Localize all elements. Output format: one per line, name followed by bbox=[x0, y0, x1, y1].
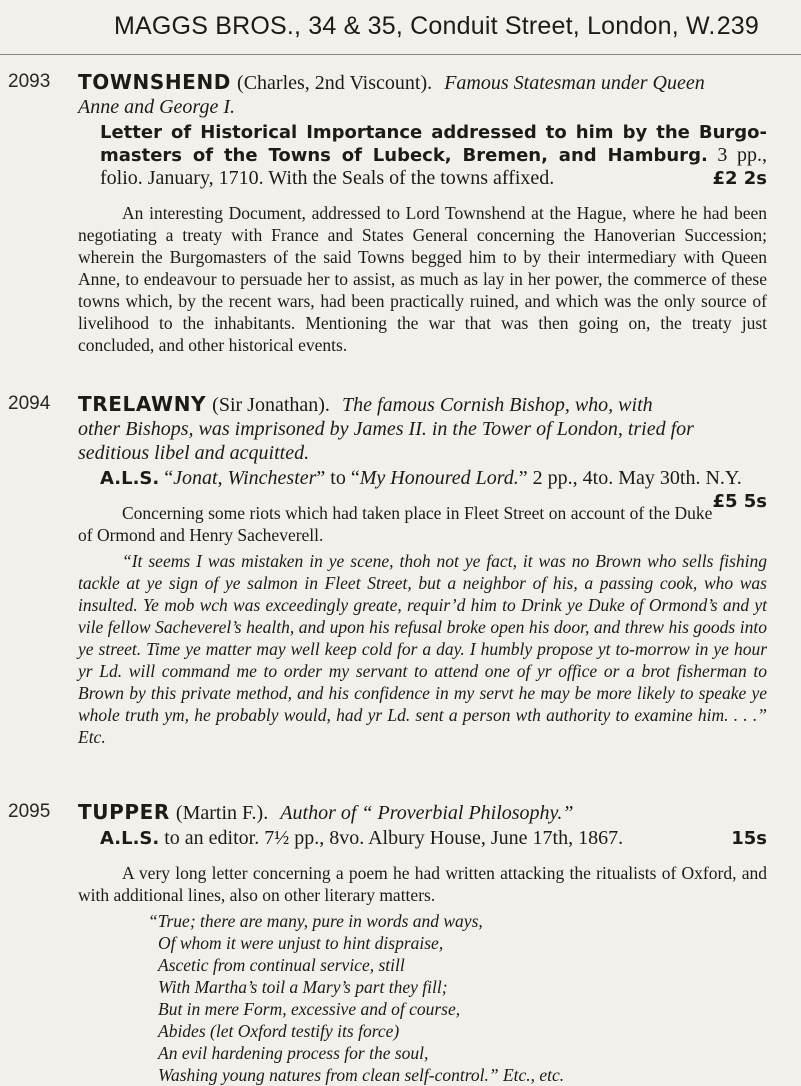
entry-name-detail: (Martin F.). bbox=[175, 802, 269, 824]
item-details-b: ” to “ bbox=[316, 467, 360, 489]
entry-surname: TOWNSHEND bbox=[78, 70, 231, 94]
entry-number: 2093 bbox=[8, 71, 51, 92]
item-details-c: ” 2 pp., 4to. May 30th. N.Y. bbox=[518, 467, 742, 489]
item-type: A.L.S. bbox=[100, 468, 160, 489]
entry-heading bbox=[78, 392, 767, 417]
poem-line: But in mere Form, excessive and of course, bbox=[158, 999, 461, 1019]
entry-number: 2095 bbox=[8, 801, 51, 822]
entry-number: 2094 bbox=[8, 393, 51, 414]
header-rule bbox=[0, 54, 801, 55]
entry-poem bbox=[78, 910, 767, 1086]
running-header bbox=[0, 12, 801, 46]
entry-description bbox=[78, 467, 767, 512]
item-price: £2 2s bbox=[712, 168, 767, 189]
item-type: Letter of Historical Importance addressed to him by the Burgo-masters of the Towns of Lubeck, Bremen, and Hamburg. bbox=[100, 122, 767, 166]
entry-body bbox=[78, 392, 767, 748]
poem-line: “True; there are many, pure in words and ways, bbox=[148, 911, 483, 931]
entry-description bbox=[78, 827, 767, 850]
item-details: to an editor. 7½ pp., 8vo. Albury House, June 17th, 1867. bbox=[159, 827, 624, 849]
entry-surname: TRELAWNY bbox=[78, 392, 207, 416]
entry-heading bbox=[78, 70, 767, 95]
entry-surname: TUPPER bbox=[78, 800, 170, 824]
poem-line: Washing young natures from clean self-control.” Etc., etc. bbox=[158, 1065, 565, 1085]
item-salutation: My Honoured Lord. bbox=[359, 467, 519, 489]
item-details-a: “ bbox=[159, 467, 174, 489]
item-details: 3 pp., folio. January, 1710. With the Seals of the towns affixed. bbox=[100, 144, 767, 189]
entry-note: An interesting Document, addressed to Lord Townshend at the Hague, where he had been negotiating a treaty with France and States General concerning the Hanoverian Succession; wherein the Burgomasters of the said Towns begged him to by their intermediary with Queen Anne, to endeavour to persuade her to assist, as much as lay in her power, the commerce of these towns which, by the recent wars, had been practically ruined, and which was the only source of livelihood to the inhabitants. Mentioning the war that was then going on, the treaty just concluded, and other historical events. bbox=[78, 203, 767, 355]
entry-heading bbox=[78, 800, 767, 825]
poem-line: An evil hardening process for the soul, bbox=[158, 1043, 429, 1063]
entry-subtitle: Author of “ Proverbial Philosophy.” bbox=[280, 802, 574, 824]
entry-subtitle-cont: Anne and George I. bbox=[78, 96, 235, 118]
entry-body bbox=[78, 70, 767, 356]
entry-name-detail: (Charles, 2nd Viscount). bbox=[237, 72, 433, 94]
item-signature: Jonat, Winchester bbox=[173, 467, 317, 489]
entry-subtitle: The famous Cornish Bishop, who, with bbox=[342, 394, 653, 416]
entry-note: A very long letter concerning a poem he had written attacking the ritualists of Oxford, and with additional lines, also on other literary matters. bbox=[78, 863, 767, 905]
header-title: MAGGS BROS., 34 & 35, Conduit Street, London, W. bbox=[114, 12, 716, 40]
entry-quotation: “It seems I was mistaken in ye scene, thoh not ye fact, it was no Brown who sells fishing tackle at ye sign of ye salmon in Fleet Street, but a neighbor of his, a passing cook, who was insulted. Ye mob wch was exceedingly greate, requir’d him to Drink ye Duke of Ormond’s and yt vile fellow Sacheverel’s health, and upon his refusal broke open his door, and threw his goods into ye street. Time ye matter may well keep cold for a day. I humbly propose yt to-morrow in ye hour yr Ld. will command me to order my servant to attend one of yr office or a brot fisherman to Brown by this private method, and his confidence in my servt he may be more likely to speake ye whole truth ym, he probably would, had yr Ld. sent a person wth authority to examine him. . . .” Etc. bbox=[78, 551, 767, 747]
entry-subtitle-cont: other Bishops, was imprisoned by James II. in the Tower of London, tried for seditious libel and acquitted. bbox=[78, 418, 694, 464]
item-price: 15s bbox=[731, 828, 767, 849]
entry-body bbox=[78, 800, 767, 1086]
poem-line: Ascetic from continual service, still bbox=[158, 955, 405, 975]
entry-name-detail: (Sir Jonathan). bbox=[212, 394, 330, 416]
entry-note: Concerning some riots which had taken place in Fleet Street on account of the Duke of Ormond and Henry Sacheverell. bbox=[78, 503, 713, 545]
entry-subtitle: Famous Statesman under Queen bbox=[444, 72, 705, 94]
page-number: 239 bbox=[716, 12, 759, 40]
entry-description bbox=[78, 121, 767, 190]
item-type: A.L.S. bbox=[100, 828, 160, 849]
item-price: £5 5s bbox=[712, 491, 767, 512]
poem-line: Of whom it were unjust to hint dispraise, bbox=[158, 933, 444, 953]
poem-line: Abides (let Oxford testify its force) bbox=[158, 1021, 400, 1041]
poem-line: With Martha’s toil a Mary’s part they fill; bbox=[158, 977, 448, 997]
